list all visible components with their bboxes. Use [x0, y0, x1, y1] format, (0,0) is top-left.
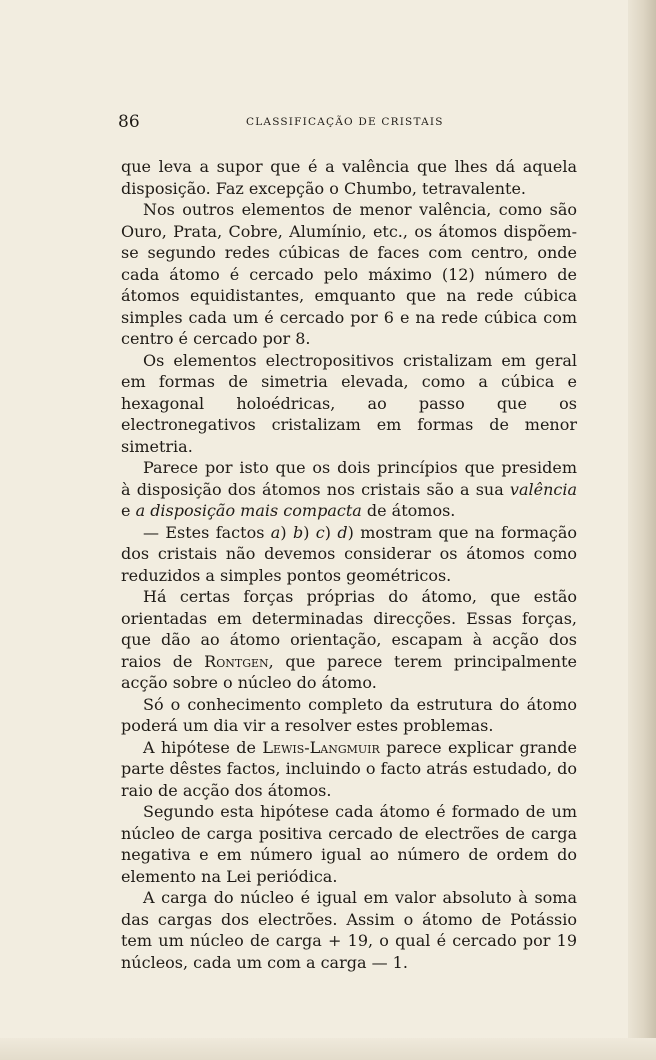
text-run: ): [324, 522, 338, 542]
paragraph: que leva a supor que é a valência que lhes dá aquela disposição. Faz excepção o Chumbo, tetravalente.: [121, 157, 577, 198]
enumeration-letter: d: [337, 522, 348, 542]
author-name: Lewis-Langmuir: [262, 737, 380, 757]
paragraph: [121, 522, 577, 587]
enumeration-letter: a: [270, 522, 281, 542]
text-run: , que parece terem principalmente acção sobre o núcleo do átomo.: [121, 651, 578, 692]
enumeration-letter: b: [292, 522, 304, 542]
paragraph: Nos outros elementos de menor valência, como são Ouro, Prata, Cobre, Alumínio, etc., os átomos dispõem-se segundo redes cúbicas de faces com centro, onde cada átomo é cercado pelo máximo (12) número de átomos equidistantes, emquanto que na rede cúbica simples cada um é cercado por 6 e na rede cúbica com centro é cercado por 8.: [121, 200, 577, 348]
text-run: Parece por isto que os dois princípios que presidem à disposição dos átomos nos cristais são a sua: [121, 458, 577, 499]
body-text: [121, 156, 577, 973]
text-run: Há certas forças próprias do átomo, que estão orientadas em determinadas direcções. Essas forças, que dão ao átomo orientação, escapam à acção dos raios de: [121, 587, 577, 671]
text-run: — Estes factos: [143, 522, 271, 542]
paragraph: A carga do núcleo é igual em valor absoluto à soma das cargas dos electrões. Assim o átomo de Potássio tem um núcleo de carga + 19, o qual é cercado por 19 núcleos, cada um com a carga — 1.: [121, 888, 577, 972]
text-run: e: [121, 501, 136, 520]
paragraph: Segundo esta hipótese cada átomo é formado de um núcleo de carga positiva cercado de electrões de carga negativa e em número igual ao número de ordem do elemento na Lei periódica.: [121, 802, 577, 886]
author-name: Rontgen: [204, 651, 269, 671]
text-run: ): [303, 522, 316, 542]
page-bottom-edge: [0, 1038, 656, 1060]
paragraph: [121, 586, 577, 694]
text-run: parece explicar grande parte dêstes factos, incluindo o facto atrás estudado, do raio de acção dos átomos.: [121, 737, 577, 800]
page-edge-shadow: [628, 0, 656, 1060]
emphasis-text: a disposição mais compacta: [135, 501, 362, 520]
page-header: [118, 112, 578, 136]
running-head: CLASSIFICAÇÃO DE CRISTAIS: [246, 116, 444, 128]
text-run: A hipótese de: [143, 737, 263, 757]
text-run: ): [280, 522, 293, 542]
text-run: de átomos.: [361, 501, 456, 520]
paragraph: Só o conhecimento completo da estrutura do átomo poderá um dia vir a resolver estes problemas.: [121, 694, 577, 735]
emphasis-text: valência: [509, 479, 577, 499]
paragraph: [121, 457, 577, 522]
paragraph: [121, 737, 577, 802]
page-number: 86: [118, 112, 140, 132]
paragraph: Os elementos electropositivos cristalizam em geral em formas de simetria elevada, como a cúbica e hexagonal holoédricas, ao passo que os electronegativos cristalizam em formas de menor simetria.: [121, 350, 577, 456]
text-run: ) mostram que na formação dos cristais não devemos considerar os átomos como reduzidos a simples pontos geométricos.: [121, 522, 578, 585]
enumeration-letter: c: [315, 522, 325, 542]
